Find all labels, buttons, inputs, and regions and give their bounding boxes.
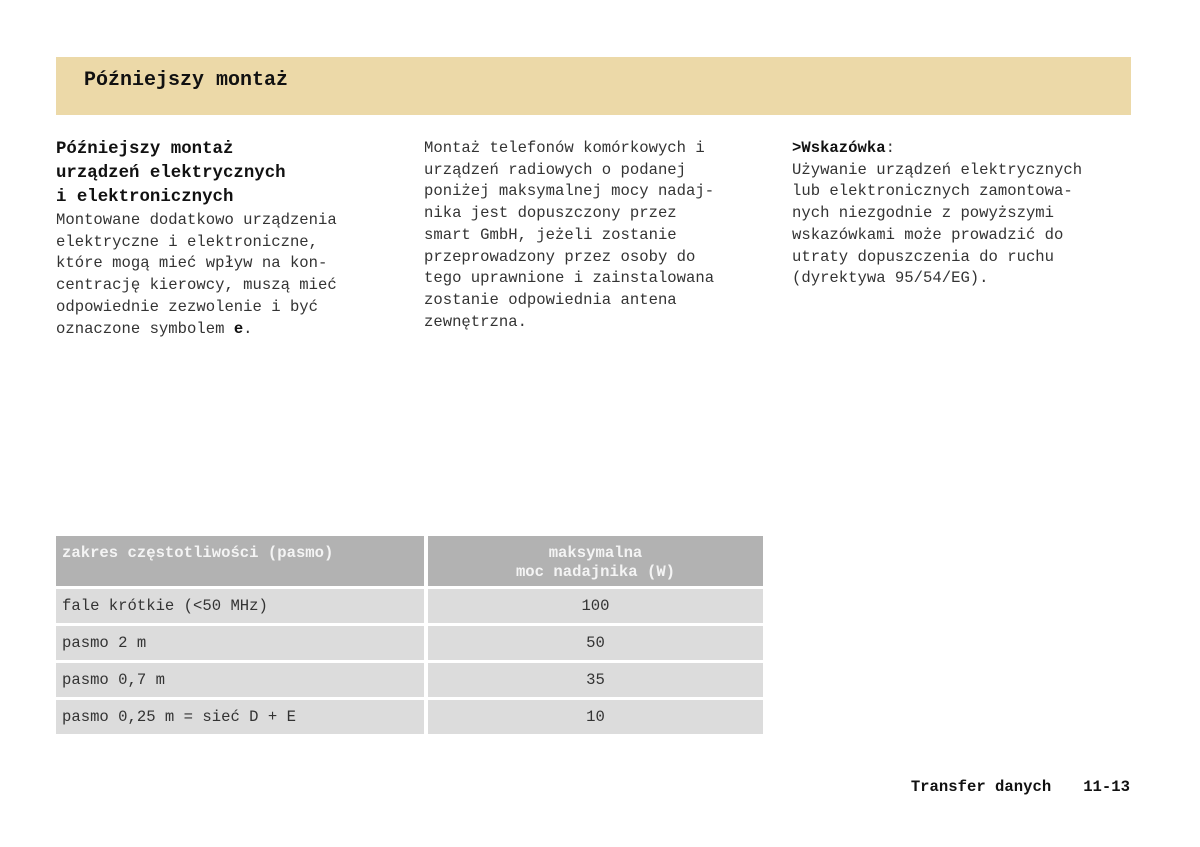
column3-text-line-1: Używanie urządzeń elektrycznych [792, 160, 1083, 179]
power-cell: 10 [428, 700, 763, 734]
table-header-row [56, 536, 763, 586]
column1-text-line-6 [56, 319, 401, 341]
band-cell: pasmo 2 m [56, 626, 424, 660]
column3-text-line-5: utraty dopuszczenia do ruchu [792, 247, 1055, 266]
column1-heading-line-1: Późniejszy montaż [56, 140, 234, 159]
band-cell: pasmo 0,7 m [56, 663, 424, 697]
column1-last-line-text: oznaczone symbolem [56, 319, 234, 338]
table-row [56, 589, 763, 623]
column3-text-line-2: lub elektronicznych zamontowa- [792, 182, 1073, 201]
column1-text-line-1: Montowane dodatkowo urządzenia [56, 211, 337, 229]
column2-text-line-5: smart GmbH, jeżeli zostanie [424, 225, 677, 244]
header-max-power [428, 536, 763, 586]
header-max-power-line-2: moc nadajnika (W) [515, 563, 676, 581]
footer-page-number: 11-13 [1083, 778, 1130, 796]
column3-text-line-6: (dyrektywa 95/54/EG). [792, 269, 989, 288]
column1-text-line-2: elektryczne i elektroniczne, [56, 232, 319, 251]
column3-text-line-3: nych niezgodnie z powyższymi [792, 204, 1055, 223]
header-max-power-line-1: maksymalna [548, 544, 643, 562]
power-cell: 50 [428, 626, 763, 660]
column2-text-line-2: urządzeń radiowych o podanej [424, 160, 687, 179]
column1-last-punct: . [243, 319, 253, 338]
section-header-band [56, 57, 1131, 115]
power-cell: 100 [428, 589, 763, 623]
column2-text-line-9: zewnętrzna. [424, 312, 527, 331]
column2-text-line-4: nika jest dopuszczony przez [424, 204, 677, 223]
column-note [792, 138, 1142, 290]
table-row [56, 663, 763, 697]
column1-text-line-5: odpowiednie zezwolenie i być [56, 297, 319, 316]
frequency-power-table [56, 536, 763, 737]
band-cell: pasmo 0,25 m = sieć D + E [56, 700, 424, 734]
band-cell: fale krótkie (<50 MHz) [56, 589, 424, 623]
power-cell: 35 [428, 663, 763, 697]
column2-text-line-7: tego uprawnione i zainstalowana [424, 269, 715, 288]
column1-heading-line-3: i elektronicznych [56, 188, 234, 207]
column2-text-line-8: zostanie odpowiednia antena [424, 290, 677, 309]
column-phone-installation [424, 138, 769, 333]
note-label-line [792, 138, 1142, 160]
column1-text-line-3: które mogą mieć wpływ na kon- [56, 254, 328, 273]
page-footer [911, 778, 1130, 796]
table-row [56, 700, 763, 734]
column2-text-line-3: poniżej maksymalnej mocy nadaj- [424, 182, 715, 201]
footer-section-title: Transfer danych [910, 778, 1052, 796]
note-colon: : [885, 139, 895, 157]
column1-text-line-4: centrację kierowcy, muszą mieć [56, 276, 337, 295]
table-row [56, 626, 763, 660]
note-label: >Wskazówka [792, 139, 886, 157]
header-frequency-range: zakres częstotliwości (pasmo) [56, 536, 424, 586]
e-mark-symbol: e [233, 319, 244, 338]
column2-text-line-1: Montaż telefonów komórkowych i [424, 139, 705, 157]
column-retrofit-intro [56, 138, 401, 340]
column3-text-line-4: wskazówkami może prowadzić do [792, 225, 1064, 244]
column1-heading-line-2: urządzeń elektrycznych [56, 164, 286, 183]
column2-text-line-6: przeprowadzony przez osoby do [424, 247, 696, 266]
page-title: Późniejszy montaż [84, 69, 289, 92]
